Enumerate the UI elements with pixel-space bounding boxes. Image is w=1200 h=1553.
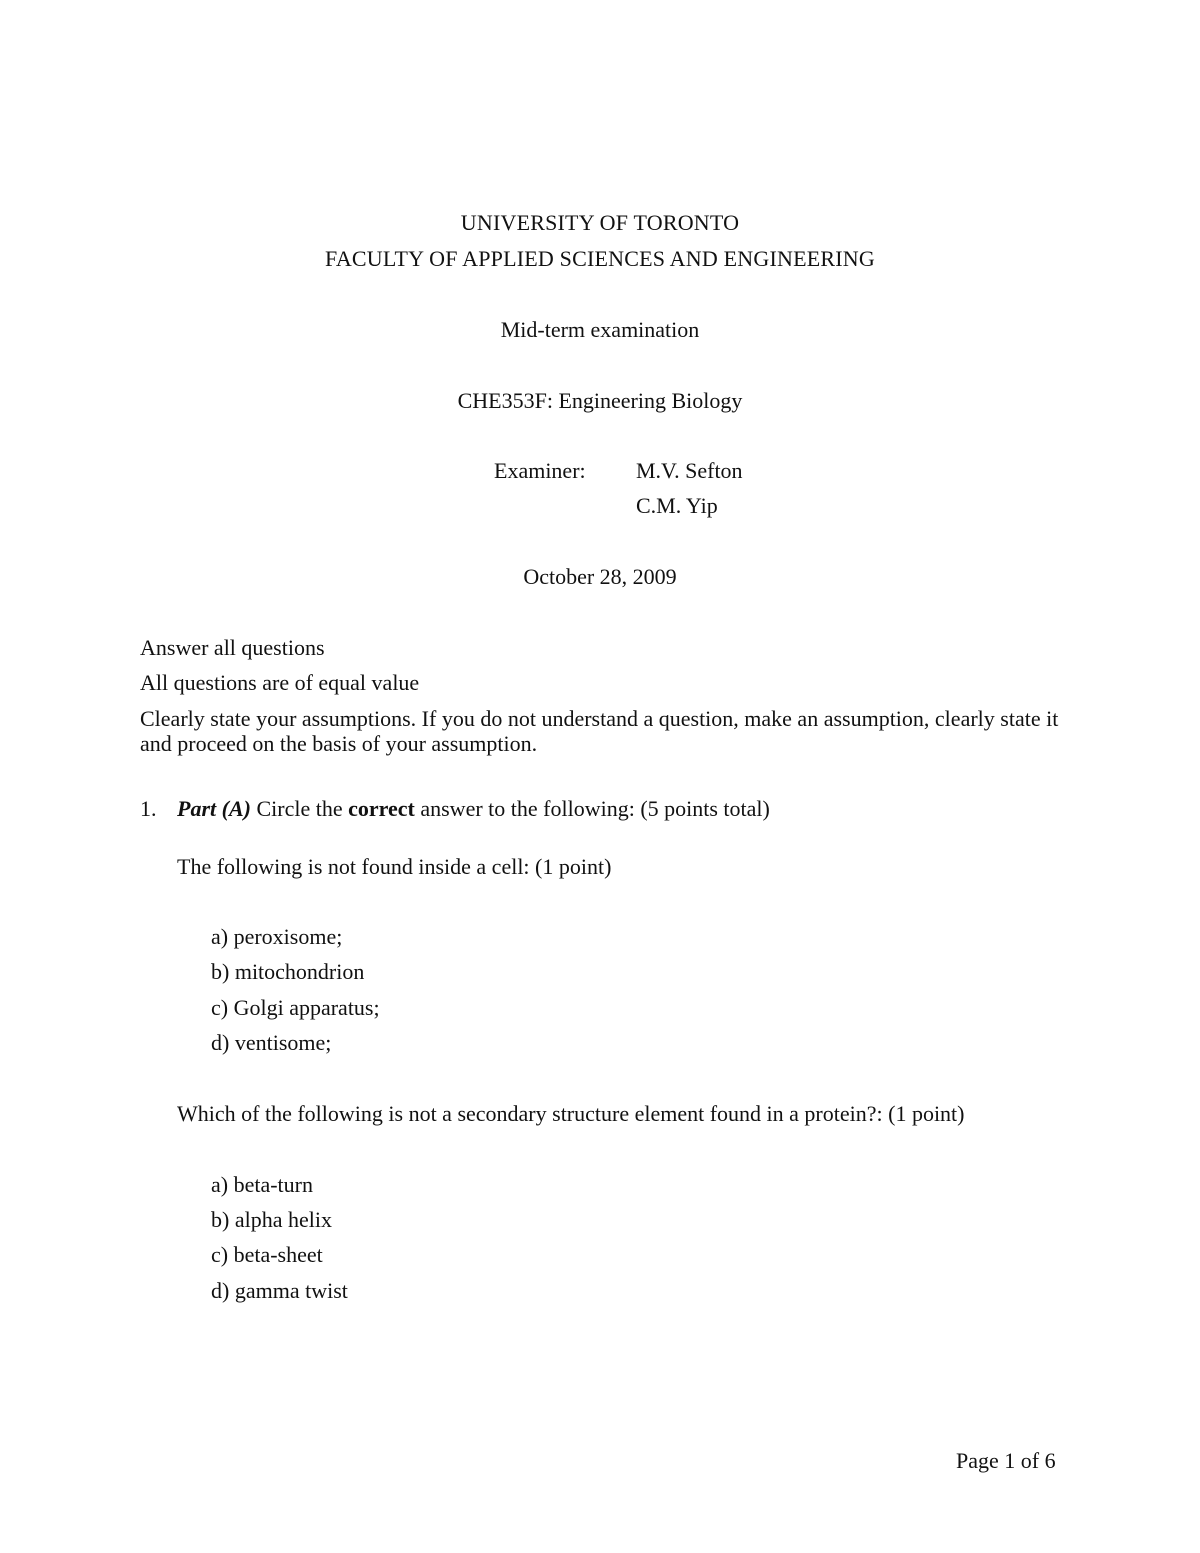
subquestion-2-option: a) beta-turn bbox=[211, 1172, 313, 1197]
intro-before: Circle the bbox=[256, 796, 343, 821]
exam-type: Mid-term examination bbox=[500, 317, 700, 342]
page-number: Page 1 of 6 bbox=[956, 1448, 1056, 1473]
examiner-name-2: C.M. Yip bbox=[636, 493, 718, 518]
instruction-equal-value: All questions are of equal value bbox=[140, 670, 420, 695]
instruction-answer-all: Answer all questions bbox=[140, 635, 325, 660]
part-label: Part (A) bbox=[177, 796, 251, 821]
subquestion-1-option: c) Golgi apparatus; bbox=[211, 995, 380, 1020]
intro-after: answer to the following: (5 points total) bbox=[420, 796, 770, 821]
subquestion-2-option: d) gamma twist bbox=[211, 1278, 348, 1303]
examiner-name-1: M.V. Sefton bbox=[636, 458, 743, 483]
question-number: 1. bbox=[140, 796, 157, 821]
subquestion-1-option: b) mitochondrion bbox=[211, 959, 365, 984]
examiner-label: Examiner: bbox=[494, 458, 586, 483]
subquestion-2-option: c) beta-sheet bbox=[211, 1242, 323, 1267]
instruction-assumptions: Clearly state your assumptions. If you do not understand a question, make an assumption, clearly state it and proceed on the basis of your assumption. bbox=[140, 706, 1059, 756]
subquestion-1-prompt: The following is not found inside a cell: (1 point) bbox=[177, 854, 612, 879]
faculty-title: FACULTY OF APPLIED SCIENCES AND ENGINEERING bbox=[325, 246, 875, 271]
university-title: UNIVERSITY OF TORONTO bbox=[460, 210, 740, 235]
question-intro bbox=[177, 798, 770, 820]
subquestion-2-option: b) alpha helix bbox=[211, 1207, 332, 1232]
exam-date: October 28, 2009 bbox=[523, 564, 677, 589]
subquestion-1-option: a) peroxisome; bbox=[211, 924, 343, 949]
course-title: CHE353F: Engineering Biology bbox=[457, 388, 743, 413]
intro-bold: correct bbox=[348, 796, 415, 821]
subquestion-1-option: d) ventisome; bbox=[211, 1030, 332, 1055]
subquestion-2-prompt: Which of the following is not a secondary structure element found in a protein?: (1 point) bbox=[177, 1101, 965, 1126]
